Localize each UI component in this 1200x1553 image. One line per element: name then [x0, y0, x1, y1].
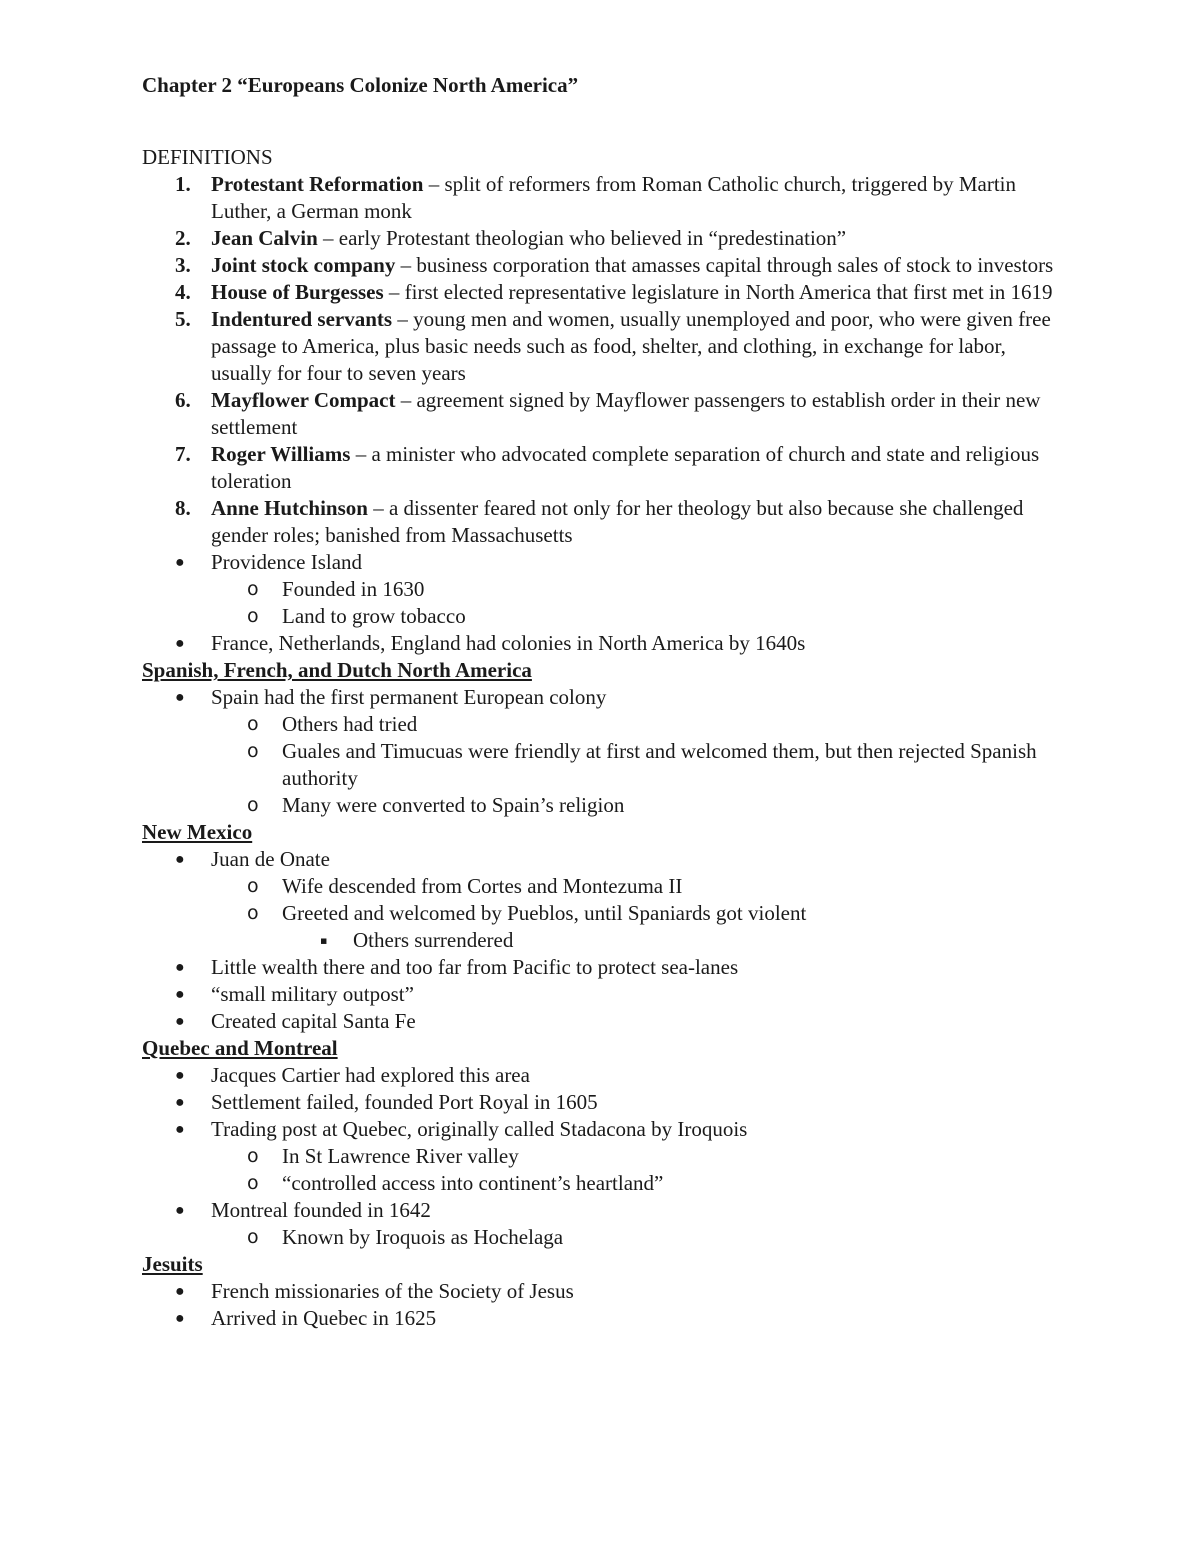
definition-text: – early Protestant theologian who believed in “predestination”	[317, 226, 847, 250]
bullet-circle-icon: o	[247, 740, 259, 762]
definition-number: 2.	[175, 226, 191, 250]
list-item	[142, 684, 1062, 819]
list-item	[142, 846, 1062, 954]
list-item	[142, 1008, 1062, 1035]
section-bullet-list	[142, 1062, 1062, 1251]
bullet-disc-icon: ●	[175, 986, 185, 1003]
bullet-disc-icon: ●	[175, 1094, 185, 1111]
bullet-disc-icon: ●	[175, 689, 185, 706]
list-item	[211, 576, 1062, 603]
definition-item	[142, 252, 1062, 279]
document-page	[142, 72, 1062, 1332]
definition-number: 8.	[175, 496, 191, 520]
section-heading: Jesuits	[142, 1252, 203, 1276]
sub-list	[282, 927, 1062, 954]
definition-number: 7.	[175, 442, 191, 466]
list-item	[142, 1197, 1062, 1251]
definition-item	[142, 441, 1062, 495]
sub-list	[211, 576, 1062, 630]
definition-term: Mayflower Compact	[211, 388, 396, 412]
list-item-text: Little wealth there and too far from Pacific to protect sea-lanes	[211, 955, 739, 979]
list-item-text: Wife descended from Cortes and Montezuma II	[282, 874, 683, 898]
definition-text: – split of reformers from Roman Catholic church, triggered by Martin Luther, a German monk	[211, 172, 1016, 223]
list-item	[142, 981, 1062, 1008]
sections-container	[142, 657, 1062, 1332]
section	[142, 1251, 1062, 1332]
list-item-text: Arrived in Quebec in 1625	[211, 1306, 437, 1330]
list-item-text: Jacques Cartier had explored this area	[211, 1063, 530, 1087]
definition-text: – a minister who advocated complete separation of church and state and religious toleration	[211, 442, 1040, 493]
sub-list	[211, 1224, 1062, 1251]
bullet-disc-icon: ●	[175, 959, 185, 976]
bullet-disc-icon: ●	[175, 1067, 185, 1084]
bullet-circle-icon: o	[247, 713, 259, 735]
bullet-circle-icon: o	[247, 578, 259, 600]
bullet-square-icon: ▪	[320, 934, 328, 947]
definition-term: Jean Calvin	[211, 226, 318, 250]
bullet-circle-icon: o	[247, 605, 259, 627]
list-item-text: Others surrendered	[353, 928, 514, 952]
list-item-text: Providence Island	[211, 550, 363, 574]
list-item-text: Trading post at Quebec, originally called Stadacona by Iroquois	[211, 1117, 748, 1141]
bullet-disc-icon: ●	[175, 1013, 185, 1030]
definition-text: – a dissenter feared not only for her theology but also because she challenged gender roles; banished from Massachusetts	[211, 496, 1024, 547]
definition-number: 6.	[175, 388, 191, 412]
list-item-text: Many were converted to Spain’s religion	[282, 793, 625, 817]
list-item-text: Others had tried	[282, 712, 418, 736]
list-item-text: Guales and Timucuas were friendly at first and welcomed them, but then rejected Spanish authority	[282, 739, 1037, 790]
list-item	[142, 549, 1062, 630]
section	[142, 657, 1062, 819]
section-heading: Quebec and Montreal	[142, 1036, 338, 1060]
list-item-text: France, Netherlands, England had colonies in North America by 1640s	[211, 631, 806, 655]
list-item	[142, 1062, 1062, 1089]
bullet-disc-icon: ●	[175, 851, 185, 868]
section	[142, 1035, 1062, 1251]
bullet-disc-icon: ●	[175, 554, 185, 571]
bullet-disc-icon: ●	[175, 1121, 185, 1138]
list-item	[142, 954, 1062, 981]
list-item-text: Known by Iroquois as Hochelaga	[282, 1225, 564, 1249]
list-item	[142, 1278, 1062, 1305]
sub-list	[211, 873, 1062, 954]
list-item-text: Settlement failed, founded Port Royal in 1605	[211, 1090, 598, 1114]
list-item-text: Land to grow tobacco	[282, 604, 466, 628]
section-bullet-list	[142, 684, 1062, 819]
list-item-text: “small military outpost”	[211, 982, 414, 1006]
list-item	[211, 900, 1062, 954]
definition-item	[142, 306, 1062, 387]
list-item	[211, 603, 1062, 630]
section-heading: Spanish, French, and Dutch North America	[142, 658, 532, 682]
list-item	[142, 1305, 1062, 1332]
definition-term: Protestant Reformation	[211, 172, 424, 196]
definition-item	[142, 495, 1062, 549]
definition-term: Joint stock company	[211, 253, 396, 277]
definitions-heading: DEFINITIONS	[142, 145, 273, 169]
definition-text: – business corporation that amasses capital through sales of stock to investors	[395, 253, 1054, 277]
intro-bullet-list	[142, 549, 1062, 657]
list-item-text: Greeted and welcomed by Pueblos, until Spaniards got violent	[282, 901, 807, 925]
definition-item	[142, 279, 1062, 306]
list-item	[142, 1089, 1062, 1116]
definition-number: 3.	[175, 253, 191, 277]
list-item-text: Juan de Onate	[211, 847, 330, 871]
list-item	[211, 873, 1062, 900]
section-heading: New Mexico	[142, 820, 253, 844]
list-item	[211, 711, 1062, 738]
definition-term: Indentured servants	[211, 307, 393, 331]
definition-text: – first elected representative legislature in North America that first met in 1619	[383, 280, 1053, 304]
bullet-circle-icon: o	[247, 875, 259, 897]
list-item	[211, 738, 1062, 792]
list-item	[211, 1224, 1062, 1251]
section-bullet-list	[142, 1278, 1062, 1332]
sub-list	[211, 1143, 1062, 1197]
bullet-circle-icon: o	[247, 1145, 259, 1167]
definition-number: 5.	[175, 307, 191, 331]
sub-list	[211, 711, 1062, 819]
list-item-text: Founded in 1630	[282, 577, 425, 601]
definition-term: House of Burgesses	[211, 280, 384, 304]
bullet-disc-icon: ●	[175, 1310, 185, 1327]
list-item	[211, 1170, 1062, 1197]
list-item-text: Spain had the first permanent European colony	[211, 685, 607, 709]
definition-term: Roger Williams	[211, 442, 351, 466]
definition-item	[142, 171, 1062, 225]
definition-item	[142, 225, 1062, 252]
bullet-disc-icon: ●	[175, 1283, 185, 1300]
bullet-circle-icon: o	[247, 902, 259, 924]
list-item	[282, 927, 1062, 954]
page-title: Chapter 2 “Europeans Colonize North America”	[142, 73, 579, 97]
section-bullet-list	[142, 846, 1062, 1035]
list-item-text: “controlled access into continent’s heartland”	[282, 1171, 664, 1195]
list-item-text: French missionaries of the Society of Jesus	[211, 1279, 574, 1303]
list-item-text: Created capital Santa Fe	[211, 1009, 416, 1033]
bullet-circle-icon: o	[247, 1226, 259, 1248]
list-item	[142, 1116, 1062, 1197]
bullet-circle-icon: o	[247, 794, 259, 816]
definition-number: 1.	[175, 172, 191, 196]
definition-text: – young men and women, usually unemployed and poor, who were given free passage to America, plus basic needs such as food, shelter, and clothing, in exchange for labor, usually for four to seven years	[211, 307, 1051, 385]
bullet-disc-icon: ●	[175, 635, 185, 652]
list-item-text: In St Lawrence River valley	[282, 1144, 519, 1168]
definition-term: Anne Hutchinson	[211, 496, 368, 520]
bullet-disc-icon: ●	[175, 1202, 185, 1219]
list-item	[211, 792, 1062, 819]
list-item	[211, 1143, 1062, 1170]
list-item-text: Montreal founded in 1642	[211, 1198, 431, 1222]
definition-item	[142, 387, 1062, 441]
definition-number: 4.	[175, 280, 191, 304]
bullet-circle-icon: o	[247, 1172, 259, 1194]
section	[142, 819, 1062, 1035]
definitions-list	[142, 171, 1062, 549]
list-item	[142, 630, 1062, 657]
definition-text: – agreement signed by Mayflower passengers to establish order in their new settlement	[211, 388, 1041, 439]
